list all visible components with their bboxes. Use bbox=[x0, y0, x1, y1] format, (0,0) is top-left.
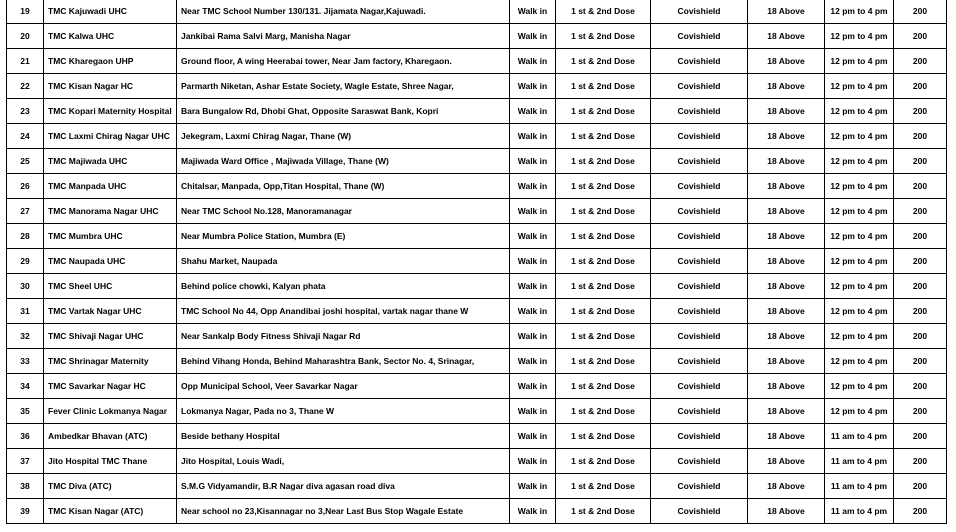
dose-cell: 1 st & 2nd Dose bbox=[556, 324, 651, 349]
mode-cell: Walk in bbox=[510, 49, 556, 74]
address-cell: Parmarth Niketan, Ashar Estate Society, Wagle Estate, Shree Nagar, bbox=[177, 74, 510, 99]
centre-name-cell: TMC Laxmi Chirag Nagar UHC bbox=[44, 124, 177, 149]
address-cell: Behind police chowki, Kalyan phata bbox=[177, 274, 510, 299]
dose-cell: 1 st & 2nd Dose bbox=[556, 249, 651, 274]
serial-number-cell: 29 bbox=[7, 249, 44, 274]
address-cell: Opp Municipal School, Veer Savarkar Nagar bbox=[177, 374, 510, 399]
serial-number-cell: 22 bbox=[7, 74, 44, 99]
mode-cell: Walk in bbox=[510, 374, 556, 399]
vaccine-cell: Covishield bbox=[651, 124, 748, 149]
serial-number-cell: 32 bbox=[7, 324, 44, 349]
serial-number-cell: 33 bbox=[7, 349, 44, 374]
vaccine-cell: Covishield bbox=[651, 399, 748, 424]
timing-cell: 12 pm to 4 pm bbox=[825, 274, 894, 299]
table-row bbox=[7, 449, 947, 474]
slots-cell: 200 bbox=[894, 299, 947, 324]
serial-number-cell: 20 bbox=[7, 24, 44, 49]
dose-cell: 1 st & 2nd Dose bbox=[556, 349, 651, 374]
timing-cell: 12 pm to 4 pm bbox=[825, 49, 894, 74]
table-row bbox=[7, 499, 947, 524]
table-row bbox=[7, 0, 947, 24]
centre-name-cell: TMC Sheel UHC bbox=[44, 274, 177, 299]
serial-number-cell: 31 bbox=[7, 299, 44, 324]
age-group-cell: 18 Above bbox=[748, 374, 825, 399]
centre-name-cell: TMC Manorama Nagar UHC bbox=[44, 199, 177, 224]
table-row bbox=[7, 249, 947, 274]
centre-name-cell: TMC Kisan Nagar HC bbox=[44, 74, 177, 99]
timing-cell: 11 am to 4 pm bbox=[825, 424, 894, 449]
slots-cell: 200 bbox=[894, 499, 947, 524]
age-group-cell: 18 Above bbox=[748, 49, 825, 74]
vaccine-cell: Covishield bbox=[651, 449, 748, 474]
address-cell: Ground floor, A wing Heerabai tower, Near Jam factory, Kharegaon. bbox=[177, 49, 510, 74]
timing-cell: 12 pm to 4 pm bbox=[825, 224, 894, 249]
mode-cell: Walk in bbox=[510, 449, 556, 474]
vaccine-cell: Covishield bbox=[651, 199, 748, 224]
timing-cell: 12 pm to 4 pm bbox=[825, 74, 894, 99]
table-row bbox=[7, 424, 947, 449]
address-cell: Lokmanya Nagar, Pada no 3, Thane W bbox=[177, 399, 510, 424]
address-cell: Jekegram, Laxmi Chirag Nagar, Thane (W) bbox=[177, 124, 510, 149]
slots-cell: 200 bbox=[894, 424, 947, 449]
address-cell: Shahu Market, Naupada bbox=[177, 249, 510, 274]
centre-name-cell: TMC Naupada UHC bbox=[44, 249, 177, 274]
address-cell: Chitalsar, Manpada, Opp,Titan Hospital, Thane (W) bbox=[177, 174, 510, 199]
serial-number-cell: 19 bbox=[7, 0, 44, 24]
timing-cell: 12 pm to 4 pm bbox=[825, 299, 894, 324]
slots-cell: 200 bbox=[894, 24, 947, 49]
centre-name-cell: TMC Shivaji Nagar UHC bbox=[44, 324, 177, 349]
slots-cell: 200 bbox=[894, 274, 947, 299]
age-group-cell: 18 Above bbox=[748, 149, 825, 174]
table-row bbox=[7, 374, 947, 399]
timing-cell: 12 pm to 4 pm bbox=[825, 0, 894, 24]
dose-cell: 1 st & 2nd Dose bbox=[556, 474, 651, 499]
dose-cell: 1 st & 2nd Dose bbox=[556, 199, 651, 224]
timing-cell: 12 pm to 4 pm bbox=[825, 349, 894, 374]
address-cell: Jankibai Rama Salvi Marg, Manisha Nagar bbox=[177, 24, 510, 49]
table-row bbox=[7, 299, 947, 324]
centre-name-cell: TMC Majiwada UHC bbox=[44, 149, 177, 174]
address-cell: Near Mumbra Police Station, Mumbra (E) bbox=[177, 224, 510, 249]
centre-name-cell: TMC Kharegaon UHP bbox=[44, 49, 177, 74]
age-group-cell: 18 Above bbox=[748, 74, 825, 99]
age-group-cell: 18 Above bbox=[748, 124, 825, 149]
slots-cell: 200 bbox=[894, 374, 947, 399]
table-row bbox=[7, 74, 947, 99]
vaccine-cell: Covishield bbox=[651, 274, 748, 299]
dose-cell: 1 st & 2nd Dose bbox=[556, 149, 651, 174]
mode-cell: Walk in bbox=[510, 499, 556, 524]
centre-name-cell: TMC Shrinagar Maternity bbox=[44, 349, 177, 374]
vaccine-cell: Covishield bbox=[651, 374, 748, 399]
dose-cell: 1 st & 2nd Dose bbox=[556, 274, 651, 299]
address-cell: TMC School No 44, Opp Anandibai joshi hospital, vartak nagar thane W bbox=[177, 299, 510, 324]
centre-name-cell: TMC Kopari Maternity Hospital bbox=[44, 99, 177, 124]
serial-number-cell: 26 bbox=[7, 174, 44, 199]
age-group-cell: 18 Above bbox=[748, 349, 825, 374]
serial-number-cell: 34 bbox=[7, 374, 44, 399]
serial-number-cell: 30 bbox=[7, 274, 44, 299]
centre-name-cell: TMC Mumbra UHC bbox=[44, 224, 177, 249]
vaccine-cell: Covishield bbox=[651, 499, 748, 524]
centre-name-cell: TMC Savarkar Nagar HC bbox=[44, 374, 177, 399]
centre-name-cell: TMC Diva (ATC) bbox=[44, 474, 177, 499]
dose-cell: 1 st & 2nd Dose bbox=[556, 399, 651, 424]
table-row bbox=[7, 274, 947, 299]
mode-cell: Walk in bbox=[510, 474, 556, 499]
vaccine-cell: Covishield bbox=[651, 24, 748, 49]
serial-number-cell: 24 bbox=[7, 124, 44, 149]
table-row bbox=[7, 49, 947, 74]
vaccine-cell: Covishield bbox=[651, 149, 748, 174]
table-row bbox=[7, 124, 947, 149]
vaccine-cell: Covishield bbox=[651, 174, 748, 199]
vaccine-cell: Covishield bbox=[651, 474, 748, 499]
mode-cell: Walk in bbox=[510, 349, 556, 374]
table-row bbox=[7, 199, 947, 224]
vaccine-cell: Covishield bbox=[651, 74, 748, 99]
slots-cell: 200 bbox=[894, 124, 947, 149]
slots-cell: 200 bbox=[894, 449, 947, 474]
age-group-cell: 18 Above bbox=[748, 199, 825, 224]
mode-cell: Walk in bbox=[510, 274, 556, 299]
dose-cell: 1 st & 2nd Dose bbox=[556, 124, 651, 149]
serial-number-cell: 28 bbox=[7, 224, 44, 249]
serial-number-cell: 23 bbox=[7, 99, 44, 124]
timing-cell: 12 pm to 4 pm bbox=[825, 124, 894, 149]
mode-cell: Walk in bbox=[510, 124, 556, 149]
table-row bbox=[7, 174, 947, 199]
table-row bbox=[7, 99, 947, 124]
dose-cell: 1 st & 2nd Dose bbox=[556, 424, 651, 449]
vaccine-cell: Covishield bbox=[651, 324, 748, 349]
table-row bbox=[7, 399, 947, 424]
age-group-cell: 18 Above bbox=[748, 174, 825, 199]
serial-number-cell: 37 bbox=[7, 449, 44, 474]
table-row bbox=[7, 224, 947, 249]
centre-name-cell: TMC Vartak Nagar UHC bbox=[44, 299, 177, 324]
centre-name-cell: TMC Kajuwadi UHC bbox=[44, 0, 177, 24]
age-group-cell: 18 Above bbox=[748, 449, 825, 474]
centre-name-cell: Jito Hospital TMC Thane bbox=[44, 449, 177, 474]
timing-cell: 12 pm to 4 pm bbox=[825, 399, 894, 424]
centre-name-cell: Ambedkar Bhavan (ATC) bbox=[44, 424, 177, 449]
table-row bbox=[7, 24, 947, 49]
vaccine-cell: Covishield bbox=[651, 299, 748, 324]
age-group-cell: 18 Above bbox=[748, 0, 825, 24]
vaccination-centre-table-page bbox=[6, 0, 946, 524]
address-cell: Beside bethany Hospital bbox=[177, 424, 510, 449]
table-row bbox=[7, 149, 947, 174]
mode-cell: Walk in bbox=[510, 424, 556, 449]
dose-cell: 1 st & 2nd Dose bbox=[556, 449, 651, 474]
slots-cell: 200 bbox=[894, 49, 947, 74]
dose-cell: 1 st & 2nd Dose bbox=[556, 299, 651, 324]
table-row bbox=[7, 349, 947, 374]
mode-cell: Walk in bbox=[510, 299, 556, 324]
vaccine-cell: Covishield bbox=[651, 424, 748, 449]
age-group-cell: 18 Above bbox=[748, 324, 825, 349]
address-cell: Near TMC School Number 130/131. Jijamata Nagar,Kajuwadi. bbox=[177, 0, 510, 24]
timing-cell: 12 pm to 4 pm bbox=[825, 249, 894, 274]
age-group-cell: 18 Above bbox=[748, 399, 825, 424]
mode-cell: Walk in bbox=[510, 99, 556, 124]
age-group-cell: 18 Above bbox=[748, 424, 825, 449]
vaccination-centre-table bbox=[6, 0, 947, 524]
age-group-cell: 18 Above bbox=[748, 274, 825, 299]
dose-cell: 1 st & 2nd Dose bbox=[556, 24, 651, 49]
dose-cell: 1 st & 2nd Dose bbox=[556, 224, 651, 249]
address-cell: Jito Hospital, Louis Wadi, bbox=[177, 449, 510, 474]
slots-cell: 200 bbox=[894, 174, 947, 199]
address-cell: Behind Vihang Honda, Behind Maharashtra Bank, Sector No. 4, Srinagar, bbox=[177, 349, 510, 374]
mode-cell: Walk in bbox=[510, 74, 556, 99]
age-group-cell: 18 Above bbox=[748, 24, 825, 49]
age-group-cell: 18 Above bbox=[748, 224, 825, 249]
dose-cell: 1 st & 2nd Dose bbox=[556, 499, 651, 524]
centre-name-cell: Fever Clinic Lokmanya Nagar bbox=[44, 399, 177, 424]
age-group-cell: 18 Above bbox=[748, 99, 825, 124]
dose-cell: 1 st & 2nd Dose bbox=[556, 99, 651, 124]
table-row bbox=[7, 324, 947, 349]
mode-cell: Walk in bbox=[510, 149, 556, 174]
centre-name-cell: TMC Manpada UHC bbox=[44, 174, 177, 199]
timing-cell: 12 pm to 4 pm bbox=[825, 374, 894, 399]
mode-cell: Walk in bbox=[510, 324, 556, 349]
slots-cell: 200 bbox=[894, 324, 947, 349]
age-group-cell: 18 Above bbox=[748, 474, 825, 499]
serial-number-cell: 35 bbox=[7, 399, 44, 424]
dose-cell: 1 st & 2nd Dose bbox=[556, 74, 651, 99]
serial-number-cell: 39 bbox=[7, 499, 44, 524]
slots-cell: 200 bbox=[894, 249, 947, 274]
dose-cell: 1 st & 2nd Dose bbox=[556, 0, 651, 24]
mode-cell: Walk in bbox=[510, 199, 556, 224]
slots-cell: 200 bbox=[894, 0, 947, 24]
serial-number-cell: 36 bbox=[7, 424, 44, 449]
serial-number-cell: 25 bbox=[7, 149, 44, 174]
timing-cell: 12 pm to 4 pm bbox=[825, 149, 894, 174]
mode-cell: Walk in bbox=[510, 24, 556, 49]
age-group-cell: 18 Above bbox=[748, 249, 825, 274]
address-cell: Bara Bungalow Rd, Dhobi Ghat, Opposite Saraswat Bank, Kopri bbox=[177, 99, 510, 124]
vaccine-cell: Covishield bbox=[651, 49, 748, 74]
slots-cell: 200 bbox=[894, 399, 947, 424]
address-cell: Majiwada Ward Office , Majiwada Village, Thane (W) bbox=[177, 149, 510, 174]
timing-cell: 11 am to 4 pm bbox=[825, 474, 894, 499]
timing-cell: 12 pm to 4 pm bbox=[825, 99, 894, 124]
dose-cell: 1 st & 2nd Dose bbox=[556, 374, 651, 399]
dose-cell: 1 st & 2nd Dose bbox=[556, 174, 651, 199]
vaccine-cell: Covishield bbox=[651, 249, 748, 274]
timing-cell: 11 am to 4 pm bbox=[825, 449, 894, 474]
address-cell: Near TMC School No.128, Manoramanagar bbox=[177, 199, 510, 224]
serial-number-cell: 38 bbox=[7, 474, 44, 499]
mode-cell: Walk in bbox=[510, 174, 556, 199]
vaccine-cell: Covishield bbox=[651, 0, 748, 24]
timing-cell: 12 pm to 4 pm bbox=[825, 324, 894, 349]
centre-name-cell: TMC Kalwa UHC bbox=[44, 24, 177, 49]
table-row bbox=[7, 474, 947, 499]
serial-number-cell: 27 bbox=[7, 199, 44, 224]
slots-cell: 200 bbox=[894, 349, 947, 374]
slots-cell: 200 bbox=[894, 74, 947, 99]
slots-cell: 200 bbox=[894, 199, 947, 224]
slots-cell: 200 bbox=[894, 474, 947, 499]
mode-cell: Walk in bbox=[510, 224, 556, 249]
slots-cell: 200 bbox=[894, 99, 947, 124]
centre-name-cell: TMC Kisan Nagar (ATC) bbox=[44, 499, 177, 524]
timing-cell: 12 pm to 4 pm bbox=[825, 174, 894, 199]
address-cell: Near Sankalp Body Fitness Shivaji Nagar Rd bbox=[177, 324, 510, 349]
address-cell: Near school no 23,Kisannagar no 3,Near Last Bus Stop Wagale Estate bbox=[177, 499, 510, 524]
mode-cell: Walk in bbox=[510, 0, 556, 24]
age-group-cell: 18 Above bbox=[748, 499, 825, 524]
slots-cell: 200 bbox=[894, 149, 947, 174]
vaccine-cell: Covishield bbox=[651, 224, 748, 249]
mode-cell: Walk in bbox=[510, 249, 556, 274]
slots-cell: 200 bbox=[894, 224, 947, 249]
timing-cell: 11 am to 4 pm bbox=[825, 499, 894, 524]
vaccine-cell: Covishield bbox=[651, 99, 748, 124]
age-group-cell: 18 Above bbox=[748, 299, 825, 324]
vaccine-cell: Covishield bbox=[651, 349, 748, 374]
timing-cell: 12 pm to 4 pm bbox=[825, 199, 894, 224]
serial-number-cell: 21 bbox=[7, 49, 44, 74]
address-cell: S.M.G Vidyamandir, B.R Nagar diva agasan road diva bbox=[177, 474, 510, 499]
timing-cell: 12 pm to 4 pm bbox=[825, 24, 894, 49]
dose-cell: 1 st & 2nd Dose bbox=[556, 49, 651, 74]
mode-cell: Walk in bbox=[510, 399, 556, 424]
